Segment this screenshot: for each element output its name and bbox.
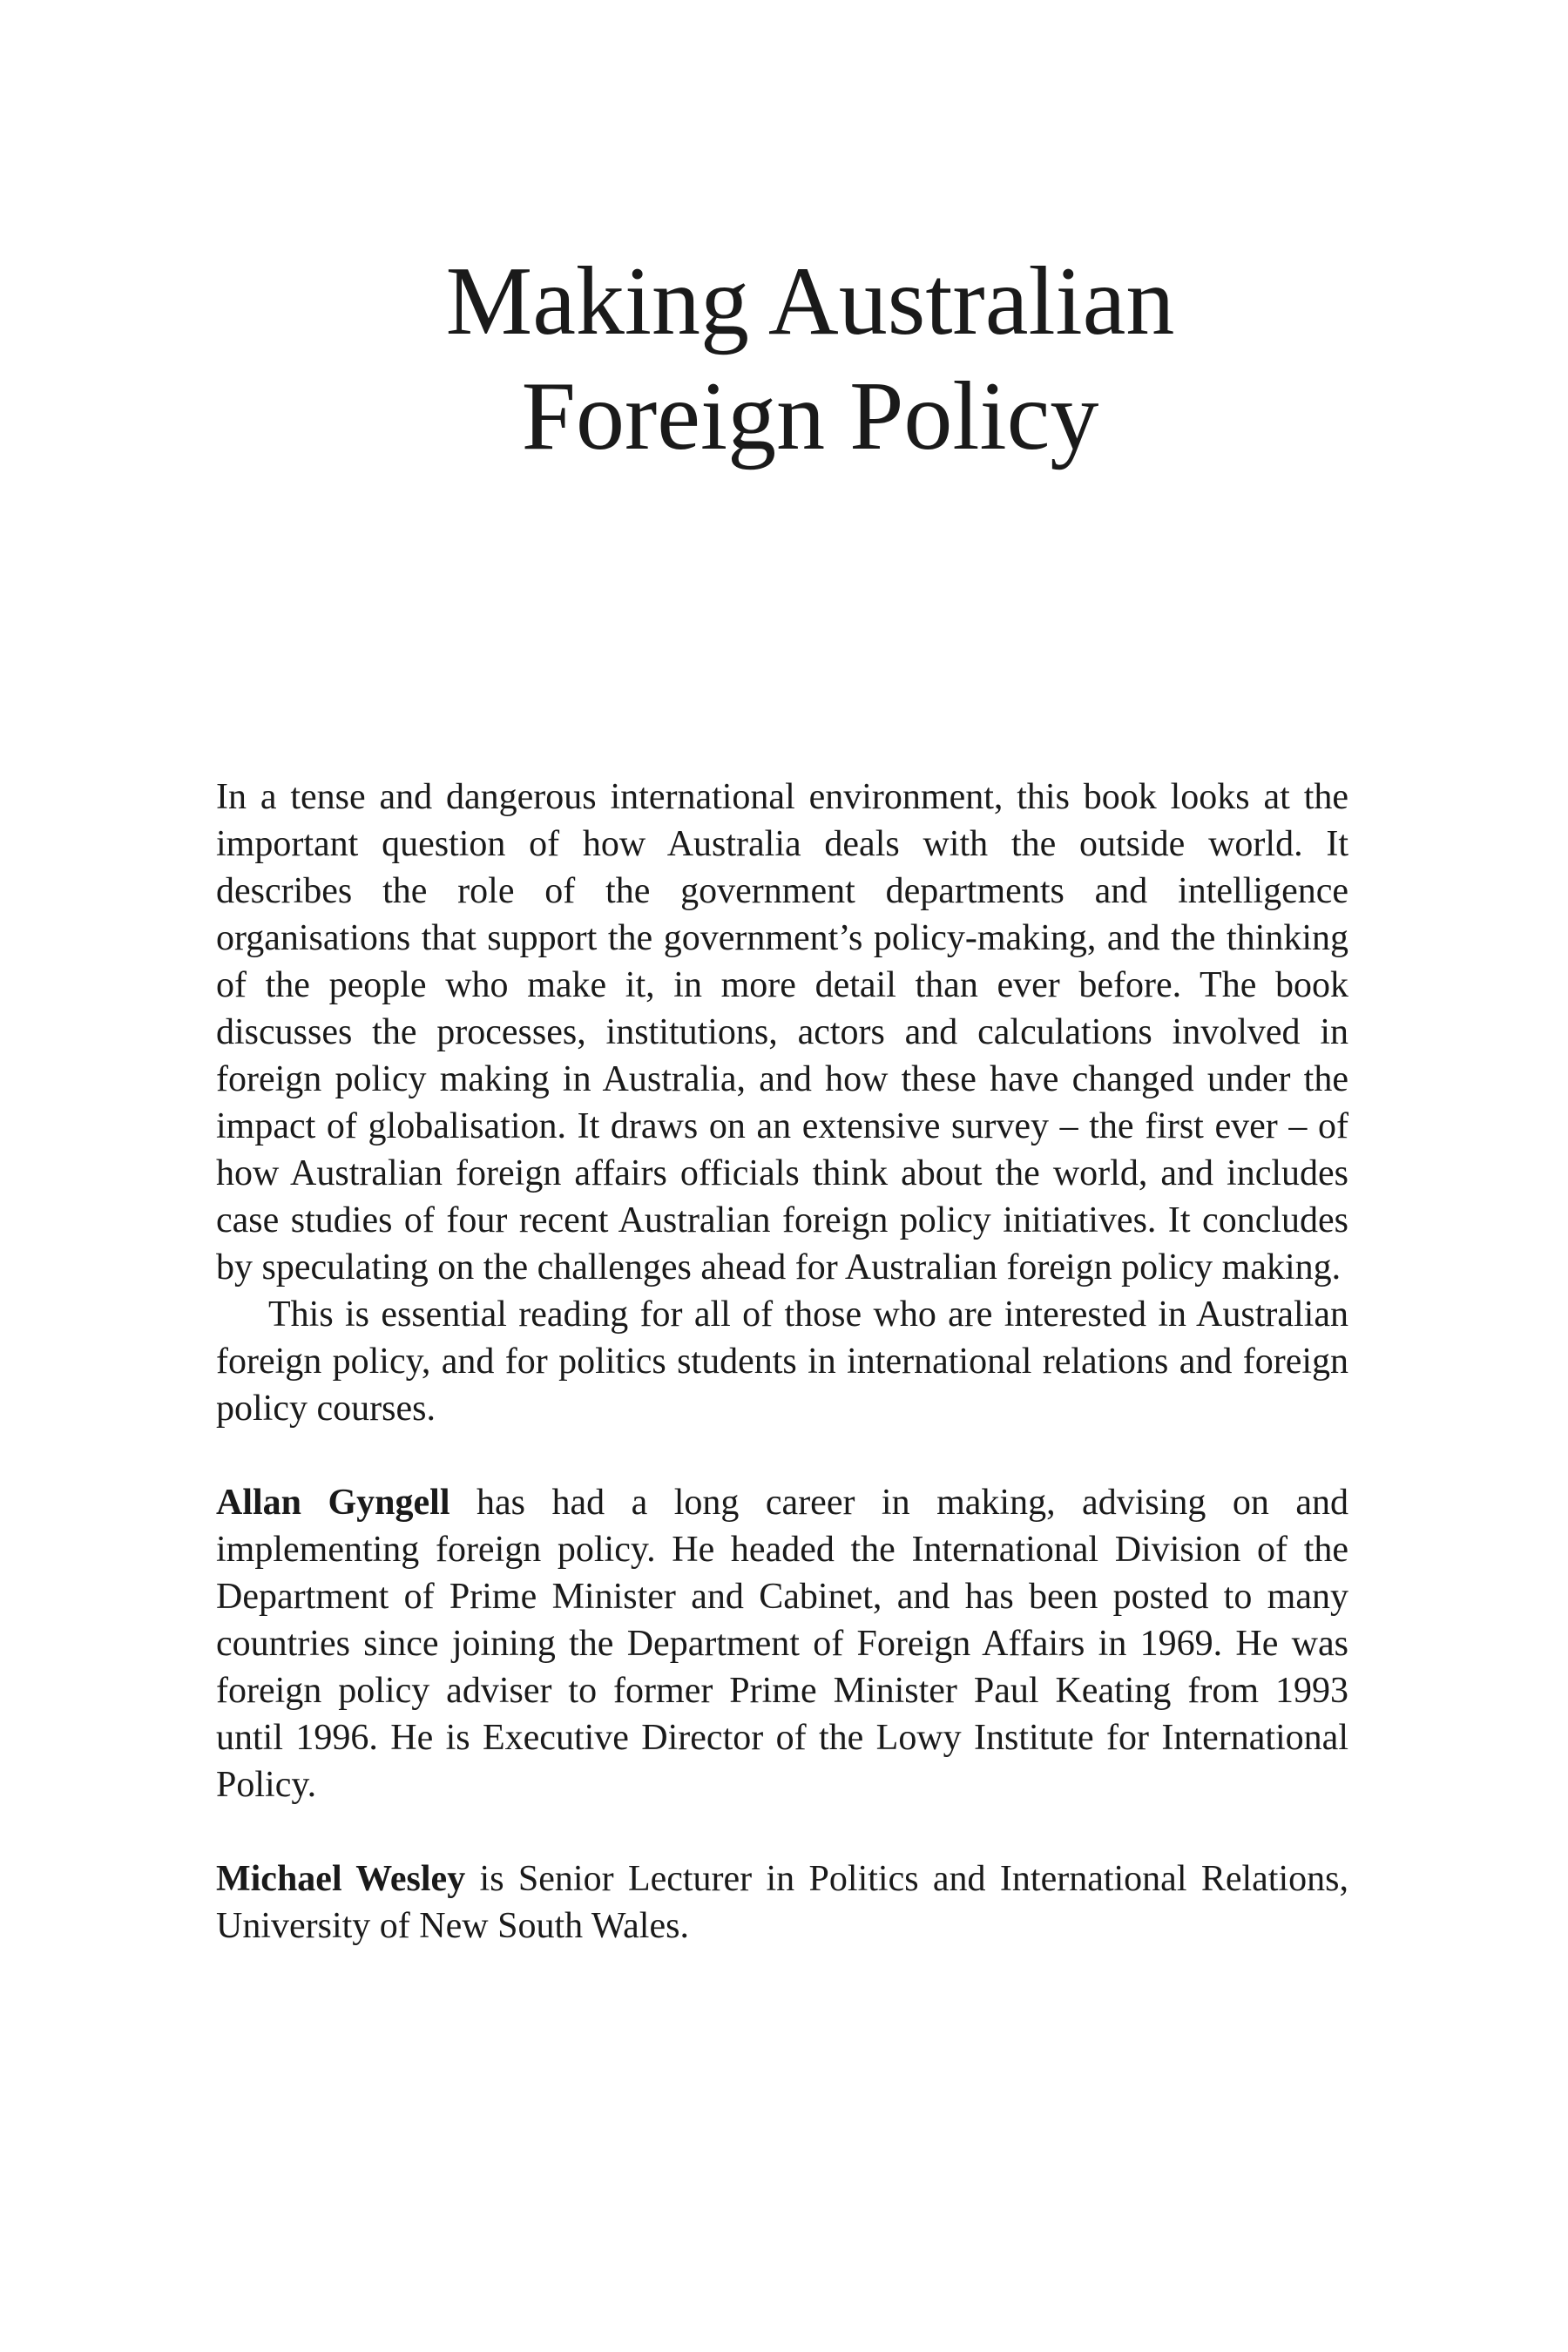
author-bio-text-2: is Senior Lecturer in Politics and International Relations, University of New South Wales. xyxy=(216,1859,1348,1946)
author-bio-1 xyxy=(216,1479,1348,1808)
spacer xyxy=(216,1808,1348,1855)
blurb-paragraph-1: In a tense and dangerous international environment, this book looks at the important question of how Australia deals with the outside world. It describes the role of the government departments and intelligence organisations that support the government’s policy-making, and the thinking of the people who make it, in more detail than ever before. The book discusses the processes, institutions, actors and calculations involved in foreign policy making in Australia, and how these have changed under the impact of globalisation. It draws on an extensive survey – the first ever – of how Australian foreign affairs officials think about the world, and includes case studies of four recent Australian foreign policy initiatives. It concludes by speculating on the challenges ahead for Australian foreign policy making. xyxy=(216,777,1348,1288)
author-name-2: Michael Wesley xyxy=(216,1859,466,1899)
author-bio-text-1: has had a long career in making, advising on and implementing foreign policy. He headed the International Division of the Department of Prime Minister and Cabinet, and has been posted to many countries since joining the Department of Foreign Affairs in 1969. He was foreign policy adviser to former Prime Minister Paul Keating from 1993 until 1996. He is Executive Director of the Lowy Institute for International Policy. xyxy=(216,1483,1348,1805)
title-line-2: Foreign Policy xyxy=(521,362,1099,470)
spacer xyxy=(216,1432,1348,1479)
author-bio-2 xyxy=(216,1855,1348,1950)
book-description xyxy=(216,774,1348,1950)
title-line-1: Making Australian xyxy=(445,247,1175,355)
author-name-1: Allan Gyngell xyxy=(216,1483,450,1523)
book-title xyxy=(0,244,1568,474)
blurb-paragraph-2: This is essential reading for all of those who are interested in Australian foreign policy, and for politics students in international relations and foreign policy courses. xyxy=(216,1294,1348,1429)
